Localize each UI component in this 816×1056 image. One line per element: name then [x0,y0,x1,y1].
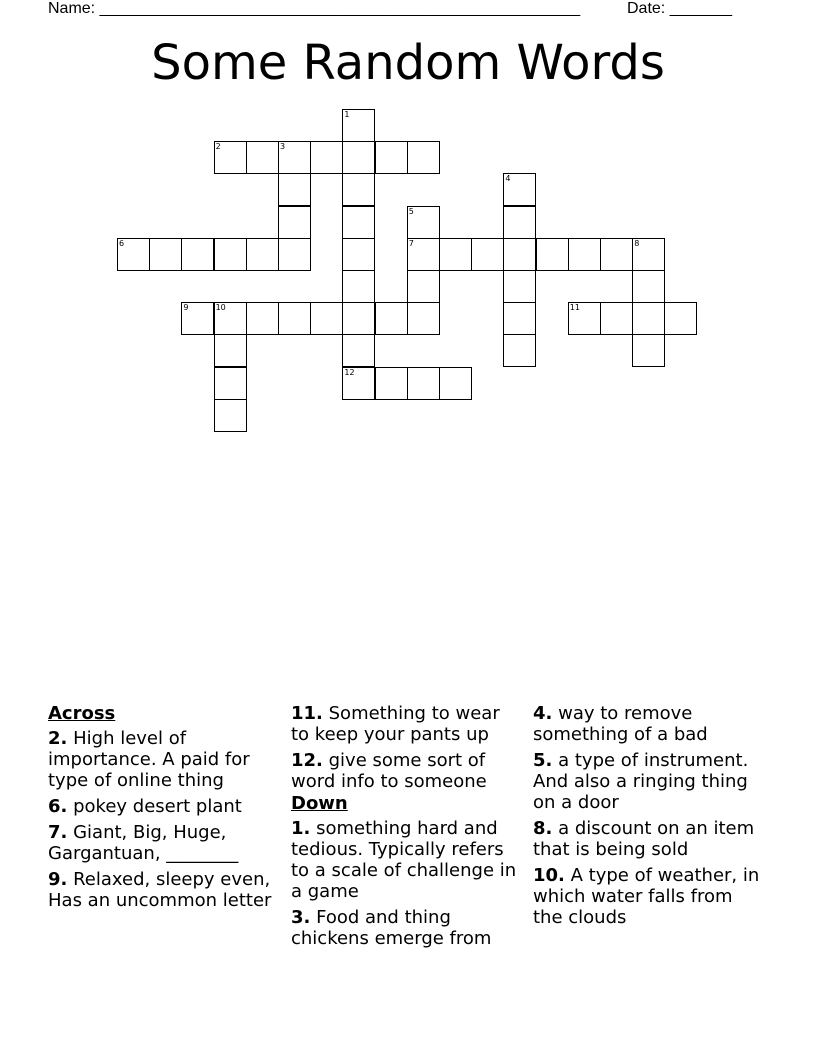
grid-cell[interactable] [342,238,375,271]
grid-cell[interactable] [342,173,375,206]
grid-cell[interactable] [342,141,375,174]
across-clue [291,750,521,792]
down-heading: Down [291,793,348,814]
clue-column-1 [48,703,278,916]
cell-number: 7 [408,238,414,248]
crossword-grid [0,0,816,450]
grid-cell[interactable] [214,302,247,335]
clue-text: High level of importance. A paid for type of online thing [48,728,250,791]
grid-cell[interactable] [342,109,375,142]
clue-column-3 [533,703,763,933]
down-clue [533,750,763,813]
grid-cell[interactable] [439,238,472,271]
clue-text: Relaxed, sleepy even, Has an uncommon letter [48,869,272,911]
grid-cell[interactable] [342,270,375,303]
grid-cell[interactable] [342,206,375,239]
grid-cell[interactable] [407,141,440,174]
clue-number: 12. [291,750,323,771]
across-clue [291,703,521,745]
clue-text: A type of weather, in which water falls from the clouds [533,865,760,928]
down-clue [291,907,521,949]
grid-cell[interactable] [342,367,375,400]
grid-cell[interactable] [278,238,311,271]
grid-cell[interactable] [632,334,665,367]
down-clue [291,818,521,902]
clue-text: a discount on an item that is being sold [533,818,755,860]
cell-number: 8 [634,238,640,248]
grid-cell[interactable] [407,367,440,400]
cell-number: 11 [569,303,580,313]
clue-number: 8. [533,818,553,839]
clue-text: give some sort of word info to someone [291,750,487,792]
grid-cell[interactable] [407,302,440,335]
grid-cell[interactable] [342,302,375,335]
clue-text: pokey desert plant [73,796,242,817]
grid-cell[interactable] [310,302,343,335]
grid-cell[interactable] [664,302,697,335]
grid-cell[interactable] [568,238,601,271]
across-clue [48,796,278,817]
clue-number: 11. [291,703,323,724]
clue-number: 1. [291,818,311,839]
clue-number: 10. [533,865,565,886]
grid-cell[interactable] [439,367,472,400]
grid-cell[interactable] [600,238,633,271]
grid-cell[interactable] [503,206,536,239]
grid-cell[interactable] [407,206,440,239]
grid-cell[interactable] [503,334,536,367]
clue-number: 6. [48,796,68,817]
clue-text: a type of instrument. And also a ringing thing on a door [533,750,749,813]
grid-cell[interactable] [278,206,311,239]
grid-cell[interactable] [536,238,569,271]
grid-cell[interactable] [407,238,440,271]
grid-cell[interactable] [278,302,311,335]
grid-cell[interactable] [246,141,279,174]
cell-number: 10 [215,303,226,313]
across-clue [48,822,278,864]
grid-cell[interactable] [181,238,214,271]
grid-cell[interactable] [278,173,311,206]
grid-cell[interactable] [278,141,311,174]
grid-cell[interactable] [149,238,182,271]
clue-text: Giant, Big, Huge, Gargantuan, ________ [48,822,239,864]
cell-number: 6 [119,238,125,248]
grid-cell[interactable] [632,238,665,271]
clue-text: way to remove something of a bad [533,703,708,745]
grid-cell[interactable] [214,238,247,271]
grid-cell[interactable] [181,302,214,335]
grid-cell[interactable] [568,302,601,335]
grid-cell[interactable] [246,302,279,335]
across-heading: Across [48,703,116,724]
down-clue [533,865,763,928]
clue-column-2 [291,703,521,954]
grid-cell[interactable] [246,238,279,271]
clue-number: 7. [48,822,68,843]
clue-number: 2. [48,728,68,749]
grid-cell[interactable] [310,141,343,174]
grid-cell[interactable] [600,302,633,335]
across-clue [48,869,278,911]
grid-cell[interactable] [503,270,536,303]
across-clue [48,728,278,791]
down-clue [533,818,763,860]
grid-cell[interactable] [503,238,536,271]
clue-text: something hard and tedious. Typically refers to a scale of challenge in a game [291,818,517,902]
grid-cell[interactable] [503,173,536,206]
grid-cell[interactable] [632,302,665,335]
grid-cell[interactable] [342,334,375,367]
cell-number: 1 [344,110,350,119]
page-title: Some Random Words [151,35,665,91]
clue-number: 9. [48,869,68,890]
grid-cell[interactable] [214,399,247,432]
clue-number: 3. [291,907,311,928]
grid-cell[interactable] [471,238,504,271]
cell-number: 9 [183,303,189,313]
grid-cell[interactable] [375,302,408,335]
grid-cell[interactable] [503,302,536,335]
grid-cell[interactable] [375,367,408,400]
grid-cell[interactable] [214,334,247,367]
grid-cell[interactable] [117,238,150,271]
date-field-label[interactable]: Date: _______ [627,0,732,17]
grid-cell[interactable] [407,270,440,303]
grid-cell[interactable] [214,367,247,400]
clue-number: 4. [533,703,553,724]
down-clue [533,703,763,745]
grid-cell[interactable] [632,270,665,303]
grid-cell[interactable] [214,141,247,174]
clue-text: Food and thing chickens emerge from [291,907,492,949]
clue-number: 5. [533,750,553,771]
grid-cell[interactable] [375,141,408,174]
cell-number: 3 [280,142,286,152]
cell-number: 2 [215,142,221,152]
name-field-label[interactable]: Name: ______________________________________________________ [48,0,581,17]
cell-number: 5 [408,206,414,216]
cell-number: 4 [505,174,511,184]
cell-number: 12 [344,367,355,377]
clue-text: Something to wear to keep your pants up [291,703,500,745]
